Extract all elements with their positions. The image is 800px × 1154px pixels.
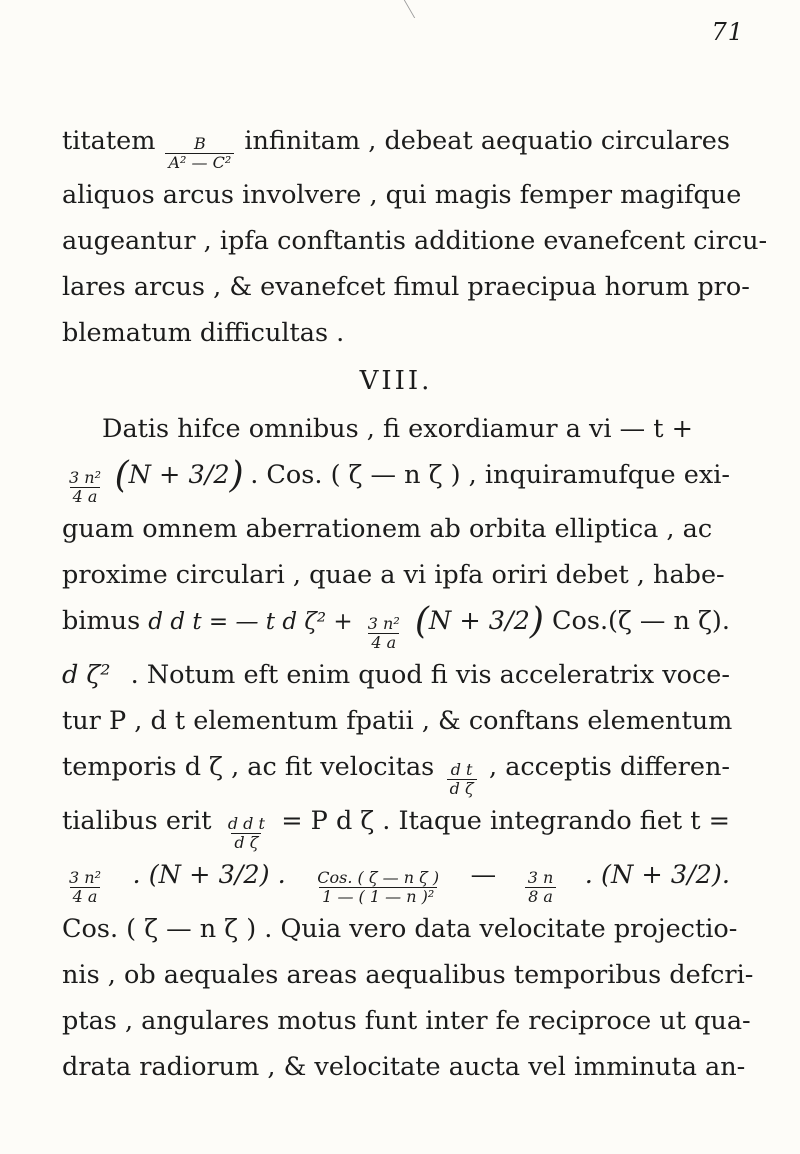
text-line-1: titatem $\frac{B}{\text{A² — C²}}$ infinitam , debeat aequatio circulares <box>62 126 730 172</box>
text-line-16: Cos. ( ζ — n ζ ) . Quia vero data velocitate projectio- <box>62 914 738 944</box>
text-line-2: aliquos arcus involvere , qui magis femper magifque <box>62 180 742 210</box>
text-line-12: tur P , d t elementum fpatii , & conftans elementum <box>62 706 733 736</box>
text-line-19: drata radiorum , & velocitate aucta vel imminuta an- <box>62 1052 746 1082</box>
text-line-4: lares arcus , & evanefcet fimul praecipua horum pro- <box>62 272 750 302</box>
text-line-5: blematum difficultas . <box>62 318 345 348</box>
margin-mark <box>390 0 415 18</box>
text-line-9: proxime circulari , quae a vi ipfa oriri debet , habe- <box>62 560 725 590</box>
page-body <box>62 118 768 1090</box>
section-heading: VIII. <box>359 366 433 396</box>
text-line-18: ptas , angulares motus funt inter fe reciproce ut qua- <box>62 1006 751 1036</box>
text-line-15-equation: $\frac{\text{3 n²}}{4 a}$ . (N + 3/2) . $\frac{\text{Cos. ( ζ — n ζ )}}{\text{1 — ( 1 — n )²}}$ — $\frac{3 n}{8 a}$ . (N + 3/2). <box>69 860 730 906</box>
text-line-8: guam omnem aberrationem ab orbita elliptica , ac <box>62 514 713 544</box>
text-line-3: augeantur , ipfa conftantis additione evanefcent circu- <box>62 226 768 256</box>
text-line-6: Datis hifce omnibus , fi exordiamur a vi — t + <box>102 414 694 444</box>
text-line-7: $\frac{\text{3 n²}}{4 a}$ (N + 3/2) . Cos. ( ζ — n ζ ) , inquiramufque exi- <box>69 455 730 506</box>
text-line-17: nis , ob aequales areas aequalibus temporibus defcri- <box>62 960 754 990</box>
text-line-10: bimus d d t = — t d ζ² + $\frac{\text{3 n²}}{4 a}$ (N + 3/2) Cos.(ζ — n ζ). <box>62 601 730 652</box>
text-line-14: tialibus erit $\frac{\text{d d t}}{\text{d ζ}}$ = P d ζ . Itaque integrando fiet t = <box>62 806 730 852</box>
page-number: 71 <box>711 18 744 46</box>
text-line-11: d ζ² . Notum eft enim quod fi vis acceleratrix voce- <box>62 660 730 690</box>
text-line-13: temporis d ζ , ac fit velocitas $\frac{\text{d t}}{\text{d ζ}}$ , acceptis differen- <box>62 752 730 798</box>
fraction-b-over-a2-c2: $\frac{B}{\text{A² — C²}}$ <box>165 135 234 172</box>
